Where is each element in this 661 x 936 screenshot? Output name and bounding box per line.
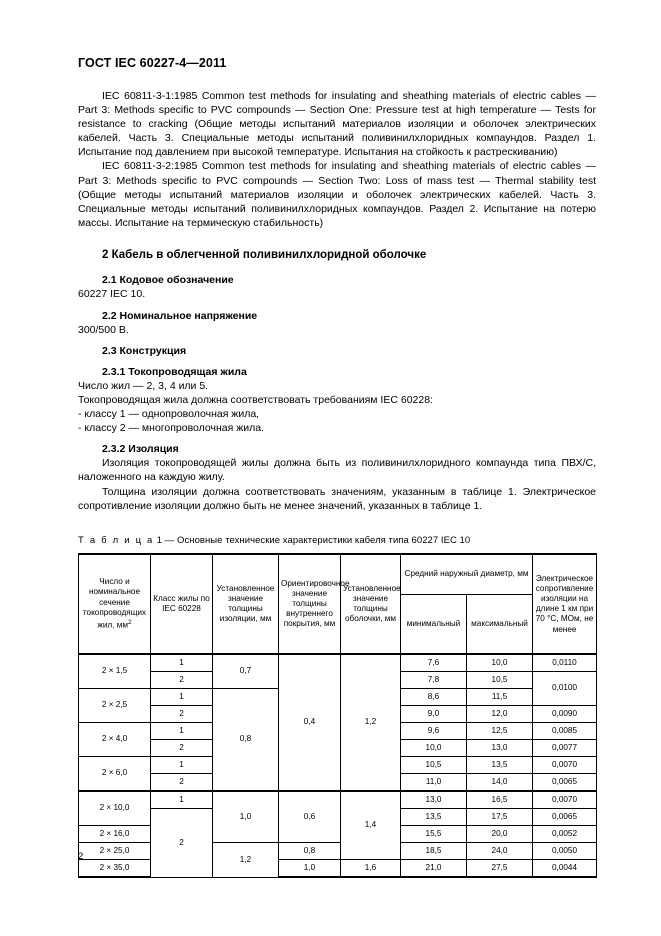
reference-paragraph-2: IEC 60811-3-2:1985 Common test methods for insulating and sheathing materials of electric cables — Part 3: Methods specific to PVC compounds — Section Two: Loss of mass test — Thermal stability test (Общие методы испытаний материалов изоляции и оболочек электрических кабелей. Часть 3. Специальные методы испытаний поливинилхлоридных компаундов. Раздел 2. Испытание на потерю массы. Испытание на термическую стабильность): [78, 160, 596, 229]
table-caption-label: Т а б л и ц а: [78, 534, 155, 546]
heading-2-3: 2.3 Конструкция: [102, 344, 187, 357]
cell-resistance: 0,0100: [533, 672, 597, 706]
text-2-1: 60227 IEC 10.: [78, 288, 146, 301]
header-sup-conductor-size: 2: [128, 619, 132, 627]
cell-diameter-max: 27,5: [467, 860, 533, 878]
header-cell-mean-outer-diameter-group: Средний наружный диаметр, мм: [401, 554, 533, 594]
cell-resistance: 0,0065: [533, 809, 597, 826]
cell-sheath: 1,6: [341, 860, 401, 878]
cell-diameter-max: 10,5: [467, 672, 533, 689]
cell-inner-covering: 0,8: [279, 843, 341, 860]
reference-paragraph-1: IEC 60811-3-1:1985 Common test methods for insulating and sheathing materials of electric cables — Part 3: Methods specific to PVC compounds — Section One: Pressure test at high temperature — Tests for resistance to cracking (Общие методы испытаний материалов изоляции и оболочек электрических кабелей. Часть 3. Специальные методы испытаний поливинилхлоридных компаундов. Раздел 1. Испытание под давлением при высокой температуре. Испытания на стойкость к растрескиванию): [78, 90, 596, 159]
cell-size: 2 × 35,0: [79, 860, 151, 878]
table-row: [79, 654, 597, 672]
specification-table: [78, 553, 597, 878]
cell-diameter-min: 9,6: [401, 723, 467, 740]
heading-2-2: 2.2 Номинальное напряжение: [102, 309, 258, 322]
cell-class: 2: [151, 706, 213, 723]
cell-diameter-max: 13,0: [467, 740, 533, 757]
text-2-3-1-line-4: - классу 2 — многопроволочная жила.: [78, 422, 265, 435]
cell-insulation: 1,0: [213, 791, 279, 843]
cell-diameter-max: 20,0: [467, 826, 533, 843]
cell-size: 2 × 2,5: [79, 689, 151, 723]
cell-diameter-min: 18,5: [401, 843, 467, 860]
cell-resistance: 0,0044: [533, 860, 597, 878]
cell-size: 2 × 6,0: [79, 757, 151, 792]
document-header: ГОСТ IEC 60227-4—2011: [78, 56, 227, 70]
table-head: [79, 554, 597, 654]
header-cell-inner-covering-thickness: Ориентировочное значение толщины внутреннего покрытия, мм: [279, 554, 341, 654]
header-cell-sheath-thickness: Установленное значение толщины оболочки, мм: [341, 554, 401, 654]
cell-size: 2 × 25,0: [79, 843, 151, 860]
cell-diameter-min: 10,0: [401, 740, 467, 757]
table-body: [79, 654, 597, 877]
cell-resistance: 0,0110: [533, 654, 597, 672]
cell-class: 1: [151, 723, 213, 740]
cell-class: 1: [151, 757, 213, 774]
text-2-3-2-paragraph-2: Толщина изоляции должна соответствовать значениям, указанным в таблице 1. Электрическое сопротивление изоляции должно быть не менее значений, указанных в таблице 1.: [78, 485, 596, 512]
header-cell-conductor-class: Класс жилы по IEC 60228: [151, 554, 213, 654]
cell-inner-covering: 0,4: [279, 654, 341, 791]
section-heading-2: 2 Кабель в облегченной поливинилхлоридной оболочке: [102, 248, 427, 261]
table-caption-number: 1: [156, 534, 163, 546]
cell-diameter-max: 10,0: [467, 654, 533, 672]
cell-size: 2 × 4,0: [79, 723, 151, 757]
heading-2-3-2: 2.3.2 Изоляция: [102, 443, 179, 456]
cell-diameter-min: 9,0: [401, 706, 467, 723]
cell-resistance: 0,0070: [533, 757, 597, 774]
cell-diameter-max: 12,0: [467, 706, 533, 723]
text-2-3-1-line-1: Число жил — 2, 3, 4 или 5.: [78, 379, 209, 392]
header-cell-diameter-min: минимальный: [401, 594, 467, 654]
page-number: 2: [78, 851, 84, 862]
cell-class: 2: [151, 740, 213, 757]
header-cell-conductor-size: [79, 554, 151, 654]
cell-diameter-max: 16,5: [467, 791, 533, 809]
text-2-3-1-line-2: Токопроводящая жила должна соответствовать требованиям IEC 60228:: [78, 393, 433, 406]
cell-diameter-min: 7,6: [401, 654, 467, 672]
cell-diameter-min: 21,0: [401, 860, 467, 878]
cell-sheath: 1,2: [341, 654, 401, 791]
heading-2-3-1: 2.3.1 Токопроводящая жила: [102, 365, 247, 378]
cell-class: 1: [151, 689, 213, 706]
cell-resistance: 0,0090: [533, 706, 597, 723]
cell-class: 1: [151, 791, 213, 809]
cell-diameter-min: 8,6: [401, 689, 467, 706]
cell-diameter-min: 13,0: [401, 791, 467, 809]
cell-size: 2 × 10,0: [79, 791, 151, 826]
cell-resistance: 0,0050: [533, 843, 597, 860]
cell-resistance: 0,0070: [533, 791, 597, 809]
cell-diameter-max: 13,5: [467, 757, 533, 774]
cell-diameter-min: 10,5: [401, 757, 467, 774]
cell-sheath: 1,4: [341, 791, 401, 860]
cell-diameter-min: 13,5: [401, 809, 467, 826]
cell-class: 2: [151, 672, 213, 689]
cell-resistance: 0,0085: [533, 723, 597, 740]
cell-diameter-max: 14,0: [467, 774, 533, 792]
cell-resistance: 0,0077: [533, 740, 597, 757]
cell-diameter-min: 11,0: [401, 774, 467, 792]
table-row: [79, 791, 597, 809]
cell-diameter-min: 7,8: [401, 672, 467, 689]
cell-size: 2 × 1,5: [79, 654, 151, 689]
cell-class: 1: [151, 654, 213, 672]
header-cell-diameter-max: максимальный: [467, 594, 533, 654]
cell-diameter-min: 15,5: [401, 826, 467, 843]
cell-diameter-max: 24,0: [467, 843, 533, 860]
cell-insulation: 0,8: [213, 689, 279, 792]
table-caption-text: — Основные технические характеристики кабеля типа 60227 IEC 10: [164, 534, 471, 546]
text-2-2: 300/500 В.: [78, 323, 129, 336]
cell-diameter-max: 17,5: [467, 809, 533, 826]
heading-2-1: 2.1 Кодовое обозначение: [102, 274, 234, 287]
text-2-3-1-line-3: - классу 1 — однопроволочная жила,: [78, 408, 260, 421]
cell-inner-covering: 1,0: [279, 860, 341, 878]
cell-resistance: 0,0052: [533, 826, 597, 843]
cell-insulation: 0,7: [213, 654, 279, 689]
cell-inner-covering: 0,6: [279, 791, 341, 843]
cell-class: 2: [151, 809, 213, 878]
cell-insulation: 1,2: [213, 843, 279, 878]
header-cell-insulation-resistance: Электрическое сопротивление изоляции на длине 1 км при 70 °С, МОм, не менее: [533, 554, 597, 654]
cell-class: 2: [151, 774, 213, 792]
cell-diameter-max: 11,5: [467, 689, 533, 706]
cell-size: 2 × 16,0: [79, 826, 151, 843]
header-text-conductor-size: Число и номинальное сечение токопроводящих жил, мм: [82, 577, 147, 630]
table-caption: [78, 535, 596, 546]
text-2-3-2-paragraph-1: Изоляция токопроводящей жилы должна быть из поливинилхлоридного компаунда типа ПВХ/С, наложенного на каждую жилу.: [78, 457, 596, 484]
cell-diameter-max: 12,5: [467, 723, 533, 740]
cell-resistance: 0,0065: [533, 774, 597, 792]
header-cell-insulation-thickness: Установленное значение толщины изоляции, мм: [213, 554, 279, 654]
page-content: [78, 56, 596, 878]
